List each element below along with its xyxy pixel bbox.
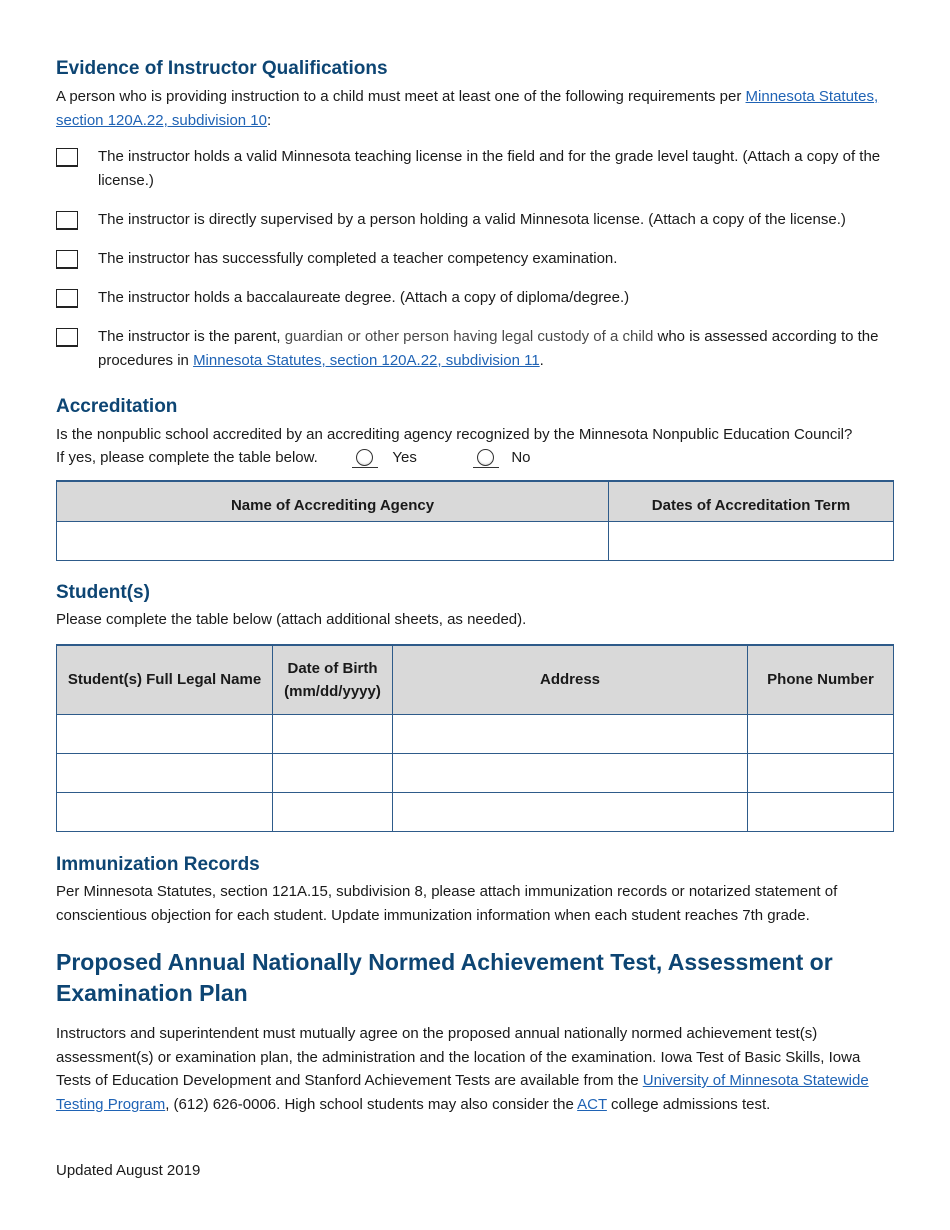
accreditation-instruction-row: If yes, please complete the table below. Yes No <box>56 446 896 470</box>
table-row <box>57 521 894 560</box>
checkbox-competency-exam[interactable] <box>56 250 78 269</box>
qualifications-intro: A person who is providing instruction to a child must meet at least one of the following requirements per Minnesota Statutes, section 120A.22, subdivision 10: <box>56 88 879 129</box>
checkbox-baccalaureate[interactable] <box>56 289 78 308</box>
students-heading: Student(s) <box>56 582 150 603</box>
checkbox-parent-guardian[interactable] <box>56 328 78 347</box>
student-name-cell[interactable] <box>57 714 273 753</box>
table-row <box>57 792 894 831</box>
exam-plan-heading: Proposed Annual Nationally Normed Achievement Test, Assessment or Examination Plan <box>56 949 833 1006</box>
radio-no-label: No <box>511 449 531 466</box>
statute-link-subdivision-10[interactable]: Minnesota Statutes, section 120A.22, subdivision 10 <box>56 88 879 129</box>
statewide-testing-program-link[interactable]: University of Minnesota Statewide Testing Program <box>56 1072 869 1113</box>
radio-circle-icon <box>477 449 494 466</box>
agency-name-cell[interactable] <box>57 521 609 560</box>
checkbox-supervised[interactable] <box>56 211 78 230</box>
col-accrediting-agency: Name of Accrediting Agency <box>57 481 609 521</box>
radio-no[interactable] <box>473 448 499 468</box>
updated-date: Updated August 2019 <box>56 1162 201 1179</box>
address-cell[interactable] <box>393 753 748 792</box>
dob-cell[interactable] <box>273 792 393 831</box>
immunization-heading: Immunization Records <box>56 854 260 875</box>
accreditation-heading: Accreditation <box>56 396 178 417</box>
address-cell[interactable] <box>393 714 748 753</box>
students-instruction: Please complete the table below (attach additional sheets, as needed). <box>56 611 527 628</box>
accreditation-dates-cell[interactable] <box>609 521 894 560</box>
student-name-cell[interactable] <box>57 792 273 831</box>
table-row <box>57 753 894 792</box>
phone-cell[interactable] <box>748 792 894 831</box>
phone-cell[interactable] <box>748 714 894 753</box>
radio-yes[interactable] <box>352 448 378 468</box>
radio-yes-label: Yes <box>392 449 417 466</box>
statute-link-subdivision-11[interactable]: Minnesota Statutes, section 120A.22, subdivision 11 <box>193 351 540 369</box>
dob-cell[interactable] <box>273 753 393 792</box>
immunization-text: Per Minnesota Statutes, section 121A.15, subdivision 8, please attach immunization records or notarized statement of conscientious objection for each student. Update immunization information when each student reaches 7th grade. <box>56 883 838 924</box>
accreditation-question: Is the nonpublic school accredited by an accrediting agency recognized by the Minnesota Nonpublic Education Council? <box>56 426 853 443</box>
radio-circle-icon <box>356 449 373 466</box>
address-cell[interactable] <box>393 792 748 831</box>
table-row <box>57 714 894 753</box>
col-date-of-birth: Date of Birth (mm/dd/yyyy) <box>273 645 393 714</box>
col-phone-number: Phone Number <box>748 645 894 714</box>
qualifications-heading: Evidence of Instructor Qualifications <box>56 58 388 79</box>
dob-cell[interactable] <box>273 714 393 753</box>
col-accreditation-dates: Dates of Accreditation Term <box>609 481 894 521</box>
checkbox-teaching-license[interactable] <box>56 148 78 167</box>
exam-plan-text: Instructors and superintendent must mutually agree on the proposed annual nationally normed achievement test(s) assessment(s) or examination plan, the administration and the location of the examination. Iowa Test of Basic Skills, Iowa Tests of Education Development and Stanford Achievement Tests are available from the University of Minnesota Statewide Testing Program, (612) 626-0006. High school students may also consider the ACT college admissions test. <box>56 1025 869 1113</box>
accreditation-table <box>56 480 894 561</box>
student-name-cell[interactable] <box>57 753 273 792</box>
col-address: Address <box>393 645 748 714</box>
phone-cell[interactable] <box>748 753 894 792</box>
students-table <box>56 644 894 832</box>
act-link[interactable]: ACT <box>577 1095 607 1113</box>
col-full-legal-name: Student(s) Full Legal Name <box>57 645 273 714</box>
